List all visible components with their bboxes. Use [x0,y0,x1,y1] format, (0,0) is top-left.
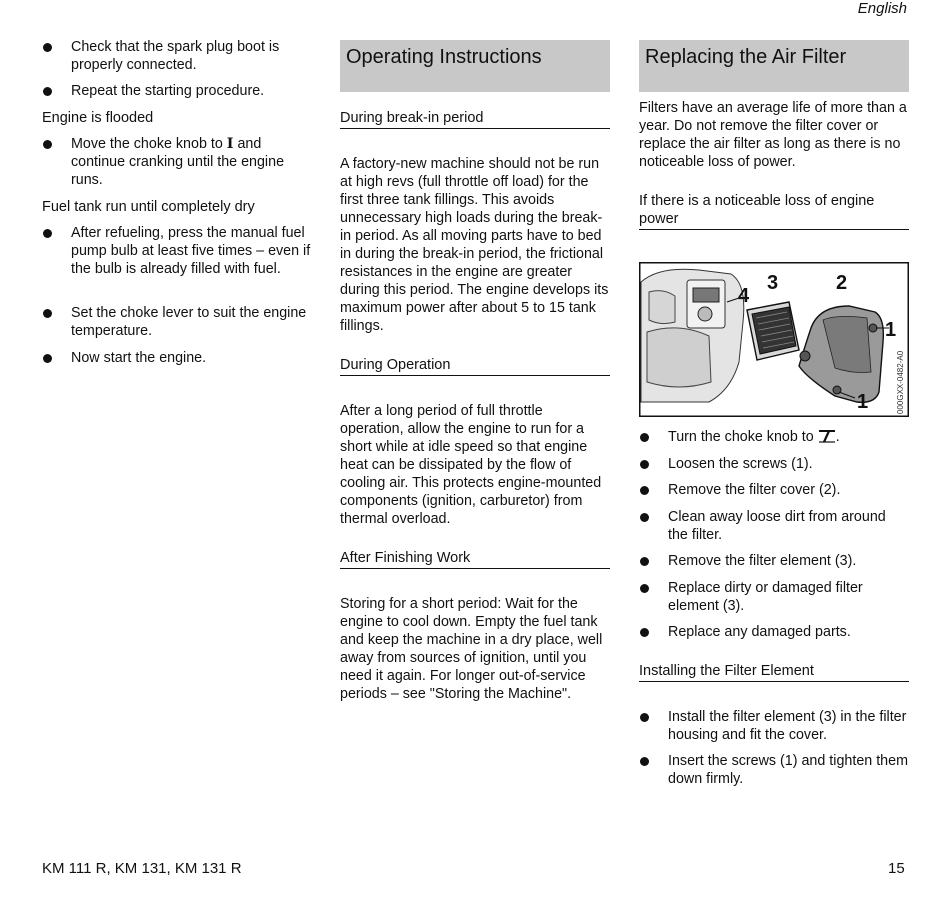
choke-closed-symbol: I [226,136,234,152]
filter-element-graphic [747,302,799,360]
section-heading-break-in: During break-in period [340,109,610,129]
list-item: Check that the spark plug boot is properly connected. [42,38,312,74]
paragraph-operation: After a long period of full throttle operation, allow the engine to run for a short while at idle speed so that engine heat can be dissipated by the flow of cooling air. This protects engine-mounted components (ignition, carburetor) from thermal overload. [340,403,602,527]
callout-label: 2 [836,272,848,294]
list-item [42,135,312,189]
paragraph-after-work: Storing for a short period: Wait for the engine to cool down. Empty the fuel tank and keep the machine in a dry place, well away from sources of ignition, until you need it again. For longer out-of-service periods – see "Storing the Machine". [340,596,603,702]
list-item: Now start the engine. [42,349,312,367]
section-heading-loss-of-power: If there is a noticeable loss of engine power [639,192,909,230]
choke-open-icon [818,429,836,443]
list-item: Replace dirty or damaged filter element (3). [639,579,909,615]
list-item: Loosen the screws (1). [639,455,909,473]
choke-instruction-text: . [835,429,840,445]
choke-instruction-text: and continue cranking until the engine runs. [71,136,285,188]
callout-label: 1 [885,319,897,341]
choke-instruction-text: Turn the choke knob to [668,429,814,445]
callout-label: 4 [738,285,750,307]
air-filter-figure [639,262,909,417]
figure-code: 000GXX-0482-A0 [896,350,905,414]
list-item: Repeat the starting procedure. [42,82,312,100]
paragraph-break-in: A factory-new machine should not be run at high revs (full throttle off load) for the first three tank fillings. This avoids unnecessary high loads during the break-in period. As all moving parts have to bed in during the break-in period, the frictional resistances in the engine are greater during this period. The engine develops its maximum power after about 5 to 15 tank fillings. [340,156,609,334]
air-filter-illustration [639,262,909,417]
list-item: After refueling, press the manual fuel pump bulb at least five times – even if the bulb is already filled with fuel. [42,224,312,278]
list-item: Install the filter element (3) in the filter housing and fit the cover. [639,708,909,744]
page-title: Operating Instructions [340,40,610,92]
footer-models: KM 111 R, KM 131, KM 131 R [42,860,242,877]
section-heading-engine-flooded: Engine is flooded [42,110,154,126]
section-heading-after-work: After Finishing Work [340,549,610,569]
paragraph-filter-intro: Filters have an average life of more than a year. Do not remove the filter cover or replace the air filter as long as there is no noticeable loss of power. [639,100,907,170]
section-heading-fuel-tank-dry: Fuel tank run until completely dry [42,199,255,215]
section-title-air-filter: Replacing the Air Filter [639,40,909,92]
list-item: Remove the filter element (3). [639,552,909,570]
language-label: English [857,0,907,17]
list-item: Set the choke lever to suit the engine temperature. [42,304,312,340]
list-item: Insert the screws (1) and tighten them down firmly. [639,752,909,788]
callout-label: 3 [767,272,779,294]
list-item [639,428,909,446]
section-heading-install-filter: Installing the Filter Element [639,662,909,682]
list-item: Remove the filter cover (2). [639,481,909,499]
section-heading-operation: During Operation [340,356,610,376]
callout-label: 1 [857,391,869,413]
choke-instruction-text: Move the choke knob to [71,136,223,152]
list-item: Clean away loose dirt from around the filter. [639,508,909,544]
list-item: Replace any damaged parts. [639,623,909,641]
page-number: 15 [888,860,905,877]
